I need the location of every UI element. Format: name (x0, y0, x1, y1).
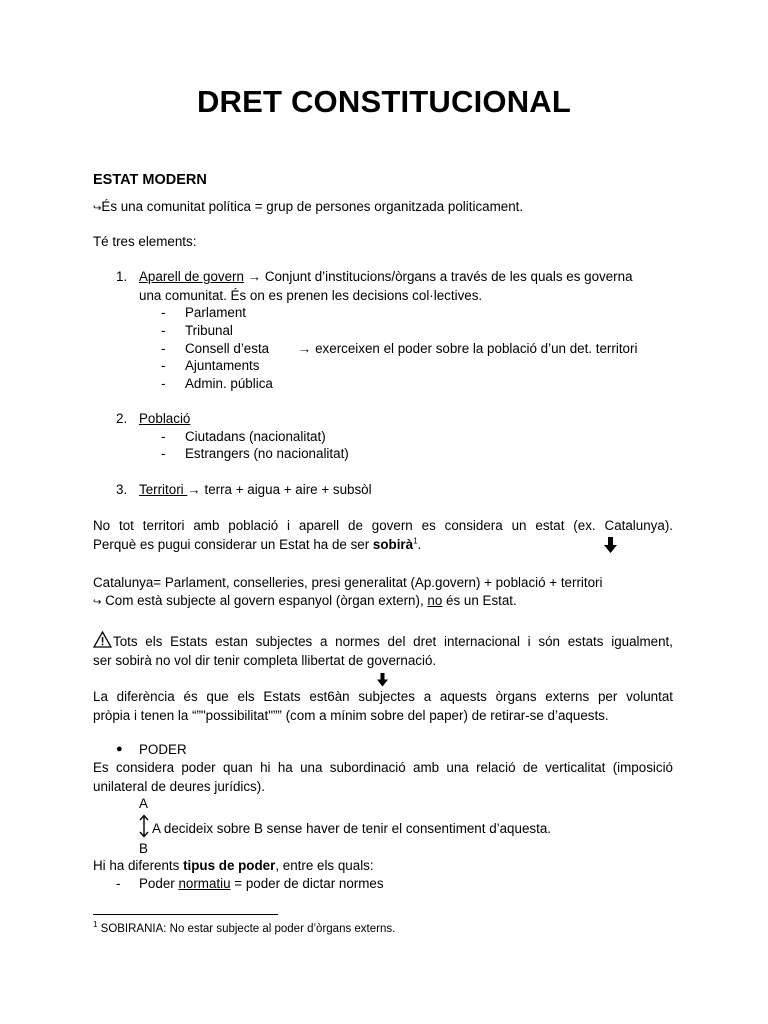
dash: - (161, 376, 166, 391)
paragraph-line: No tot territori amb població i aparell de govern es considera un estat (ex. Catalunya). (93, 518, 673, 533)
term-poblacio: Població (139, 411, 191, 426)
text: = poder de dictar normes (230, 876, 384, 891)
paragraph-poder (93, 759, 673, 796)
subitem-ajuntaments: Ajuntaments (185, 358, 260, 373)
subitem-tribunal: Tribunal (185, 323, 233, 338)
paragraph-line: Tots els Estats estan subjectes a normes del dret internacional i són estats igualment, (113, 634, 673, 649)
poder-normatiu-line (139, 875, 384, 892)
footnote-ref: 1 (413, 536, 418, 546)
catalunya-conclusion (93, 592, 517, 611)
text: Hi ha diferents (93, 858, 184, 873)
definition-text: És una comunitat política = grup de persones organitzada politicament. (101, 199, 524, 214)
aparell-definition-line2: una comunitat. És on es prenen les decisions col·lectives. (139, 288, 483, 303)
text: és un Estat. (442, 593, 517, 608)
subitem-consell: Consell d’esta (185, 341, 270, 356)
list-number: 1. (116, 269, 128, 284)
paragraph-line: La diferència és que els Estats est6àn subjectes a aquests òrgans externs per voluntat (93, 689, 673, 704)
text: Com està subjecte al govern espanyol (òrgan extern), (101, 593, 428, 608)
dash: - (161, 446, 166, 461)
term-aparell-de-govern: Aparell de govern (139, 269, 244, 284)
footnote (93, 921, 395, 938)
bullet: ● (116, 743, 123, 755)
dash: - (161, 323, 166, 338)
text: , entre els quals: (275, 858, 374, 873)
poder-relation: A decideix sobre B sense haver de tenir el consentiment d’aquesta. (152, 821, 551, 836)
aparell-definition-line1: Conjunt d’institucions/òrgans a través de les quals es governa (261, 269, 633, 284)
dash: - (116, 876, 121, 891)
paragraph-line: Es considera poder quan hi ha una subordinació amb una relació de verticalitat (imposició (93, 760, 673, 775)
footnote-text: SOBIRANIA: No estar subjecte al poder d’òrgans externs. (97, 923, 396, 935)
footnote-separator (93, 914, 278, 915)
normatiu-term: normatiu (178, 876, 231, 891)
list-number: 3. (116, 482, 128, 497)
text: Perquè es pugui considerar un Estat ha de ser (93, 537, 373, 552)
dash: - (161, 305, 166, 320)
sobira-term: sobirà (372, 537, 414, 552)
footnote-number: 1 (93, 920, 98, 930)
paragraph-line: pròpia i tenen la “”"possibilitat"”” (com a mínim sobre del paper) de retirar-se d’aquests. (93, 708, 609, 723)
elements-intro: Té tres elements: (93, 234, 197, 249)
term-territori: Territori (139, 482, 188, 497)
tipus-de-poder-term: tipus de poder (183, 858, 276, 873)
label-a: A (139, 796, 148, 811)
label-b: B (139, 841, 148, 856)
hook-arrow-icon: ↪ (93, 597, 102, 608)
dash: - (161, 429, 166, 444)
paragraph-dret-internacional (93, 632, 673, 670)
up-down-arrow-icon (138, 814, 150, 838)
right-arrow: → (247, 269, 262, 284)
subitem-ciutadans: Ciutadans (nacionalitat) (185, 429, 326, 444)
subitem-estrangers: Estrangers (no nacionalitat) (185, 446, 349, 461)
text: Poder (139, 876, 179, 891)
catalunya-line: Catalunya= Parlament, conselleries, presi generalitat (Ap.govern) + població + territori (93, 575, 603, 590)
down-arrow-icon (604, 537, 617, 554)
underlined-no: no (427, 593, 443, 608)
section-heading: ESTAT MODERN (93, 172, 207, 188)
paragraph-line: unilateral de deures jurídics). (93, 779, 265, 794)
paragraph-line: ser sobirà no vol dir tenir completa llibertat de governació. (93, 653, 437, 668)
paragraph-estat (93, 516, 673, 554)
subitem-parlament: Parlament (185, 305, 247, 320)
definition-line (93, 198, 523, 217)
tipus-de-poder-line (93, 857, 374, 874)
list-item-aparell (139, 268, 673, 285)
dash: - (161, 358, 166, 373)
territori-definition: → terra + aigua + aire + subsòl (187, 482, 372, 497)
subitems-side-note: → exerceixen el poder sobre la població d’un det. territori (298, 341, 638, 356)
text: . (417, 537, 422, 552)
paragraph-diferencia (93, 687, 673, 725)
poder-heading: PODER (139, 742, 187, 757)
page-title: DRET CONSTITUCIONAL (196, 84, 572, 119)
down-arrow-icon (377, 673, 388, 687)
paragraph-line (93, 537, 421, 552)
hook-arrow-icon: ↪ (93, 203, 102, 214)
list-number: 2. (116, 411, 128, 426)
list-item-territori (139, 481, 372, 498)
dash: - (161, 341, 166, 356)
subitem-admin: Admin. pública (185, 376, 273, 391)
